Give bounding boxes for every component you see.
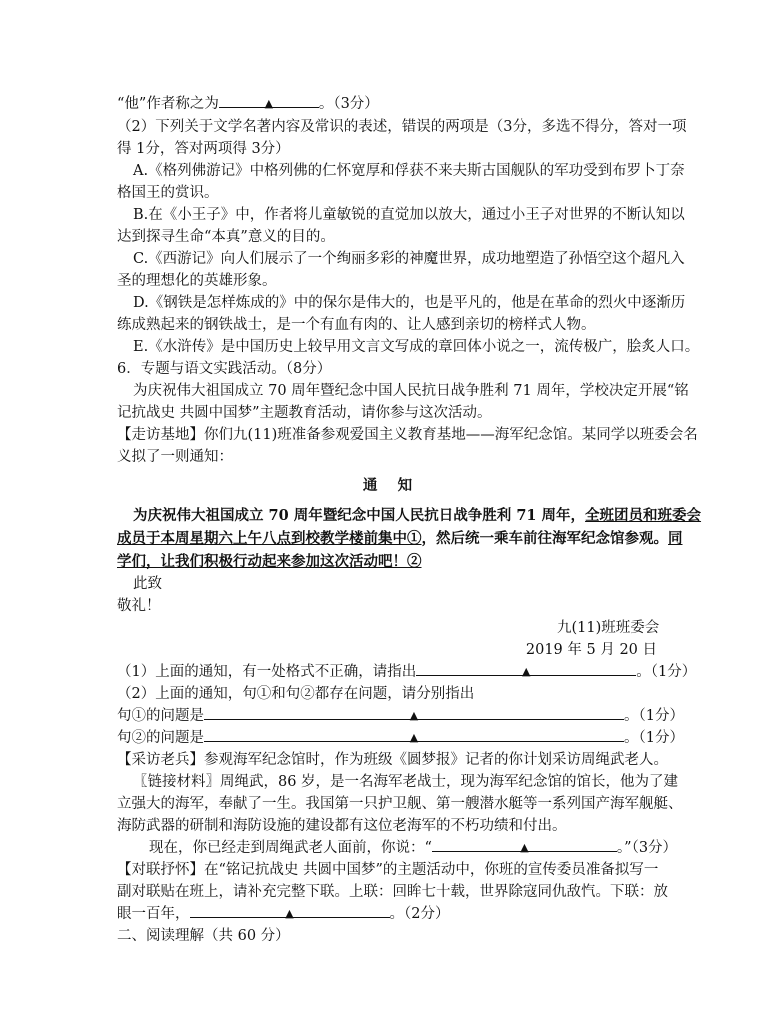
interview-line4: 海防武器的研制和海防设施的建设都有这位老海军的不朽功绩和付出。 [117,818,567,834]
q6-intro-line2: 记抗战史 共圆中国梦”主题教育活动，请你参与这次活动。 [117,405,492,421]
option-c-line1: C.《西游记》向人们展示了一个绚丽多彩的神魔世界，成功地塑造了孙悟空这个超凡入 [133,251,685,267]
answer-blank[interactable] [204,705,624,720]
option-b-line1: B.在《小王子》中，作者将儿童敏锐的直觉加以放大，通过小王子对世界的不断认知以 [133,207,685,223]
blank-marker-icon: ▲ [520,841,529,854]
answer-blank[interactable] [190,903,390,918]
notice-signer: 九(11)班班委会 [557,620,660,636]
section-2-heading: 二、阅读理解（共 60 分） [117,928,290,944]
interview-line2: 〖链接材料〗周绳武，86 岁，是一名海军老战士，现为海军纪念馆的馆长，他为了建 [133,774,679,790]
couplet-line3: 眼一百年， ▲ 。（2分） [117,903,449,925]
interview-line3: 立强大的海军，奉献了一生。我国第一只护卫舰、第一艘潜水艇等一系列国产海军舰艇、 [117,796,683,812]
interview-line5: 现在，你已经走到周绳武老人面前，你说：“ ▲ 。”（3分） [149,837,677,859]
q5-line-0: “他”作者称之为 ▲ 。（3分） [117,93,379,115]
blank-marker-icon: ▲ [264,97,274,110]
option-a-line2: 格国王的赏识。 [117,185,219,201]
q6-title: 6．专题与语文实践活动。（8分） [117,361,332,377]
notice-line3: 学们，让我们积极行动起来参加这次活动吧！② [117,553,422,570]
notice-title: 通 知 [362,477,413,494]
visit-line1: 【走访基地】你们九(11)班准备参观爱国主义教育基地——海军纪念馆。某同学以班委会名 [117,427,698,443]
notice-date: 2019 年 5 月 20 日 [525,642,657,658]
option-e-line1: E.《水浒传》是中国历史上较早用文言文写成的章回体小说之一，流传极广，脍炙人口。 [133,339,700,355]
couplet-line1: 【对联抒怀】在“铭记抗战史 共圆中国梦”的主题活动中，你班的宣传委员准备拟写一 [117,862,659,878]
q5-sub2-line1: （2）下列关于文学名著内容及常识的表述，错误的两项是（3分，多选不得分，答对一项 [117,119,687,135]
answer-blank[interactable] [219,93,319,108]
answer-1: （1）上面的通知，有一处格式不正确，请指出 ▲ 。（1分） [117,661,696,683]
blank-marker-icon: ▲ [285,907,294,920]
answer-blank[interactable] [416,661,636,676]
answer-blank[interactable] [432,837,617,852]
option-a-line1: A.《格列佛游记》中格列佛的仁怀宽厚和俘获不来夫斯古国舰队的军功受到布罗卜丁奈 [133,163,685,179]
option-b-line2: 达到探寻生命“本真”意义的目的。 [117,229,335,245]
notice-line1: 为庆祝伟大祖国成立 70 周年暨纪念中国人民抗日战争胜利 71 周年，全班团员和班委会 [133,507,702,524]
interview-line1: 【采访老兵】参观海军纪念馆时，作为班级《圆梦报》记者的你计划采访周绳武老人。 [117,752,668,768]
notice-cizhi: 此致 [133,576,162,592]
notice-jingli: 敬礼！ [117,598,161,614]
answer-blank[interactable] [204,727,624,742]
blank-marker-icon: ▲ [522,665,531,678]
blank-marker-icon: ▲ [409,709,419,722]
answer-2: （2）上面的通知，句①和句②都存在问题，请分别指出 [117,686,475,702]
sentence-2-answer: 句②的问题是 ▲ 。（1分） [117,727,684,749]
option-d-line2: 练成熟起来的钢铁战士，是一个有血有肉的、让人感到亲切的榜样式人物。 [117,317,596,333]
sentence-1-answer: 句①的问题是 ▲ 。（1分） [117,705,684,727]
notice-line2: 成员于本周星期六上午八点到校教学楼前集中①，然后统一乘车前往海军纪念馆参观。同 [117,530,683,547]
couplet-line2: 副对联贴在班上，请补充完整下联。上联：回眸七十载，世界除寇同仇敌忾。下联：放 [117,884,668,900]
q5-sub2-line2: 得 1分，答对两项得 3分） [117,141,290,157]
q6-intro-line1: 为庆祝伟大祖国成立 70 周年暨纪念中国人民抗日战争胜利 71 周年，学校决定开展“铭 [133,383,689,399]
option-c-line2: 圣的理想化的英雄形象。 [117,273,277,289]
blank-marker-icon: ▲ [409,731,419,744]
option-d-line1: D.《钢铁是怎样炼成的》中的保尔是伟大的，也是平凡的，他是在革命的烈火中逐渐历 [133,295,686,311]
visit-line2: 义拟了一则通知： [117,449,233,465]
